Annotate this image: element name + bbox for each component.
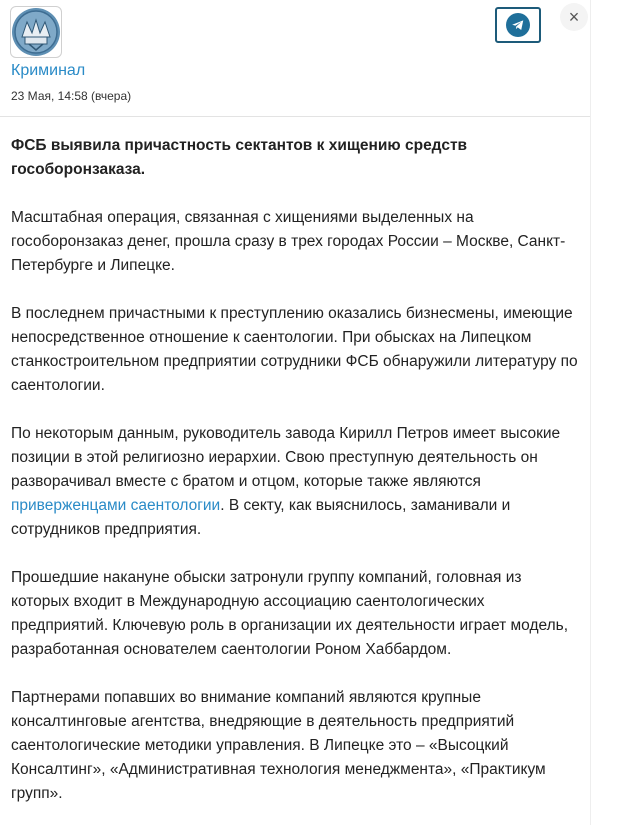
category-link[interactable]: Криминал [11, 62, 86, 79]
close-icon: × [568, 7, 580, 27]
article-paragraph-5: Партнерами попавших во внимание компаний являются крупные консалтинговые агентства, внедряющие в деятельность предприятий саентологические методики управления. В Липецке это – «Высоцкий Консалтинг», «Административная технология менеджмента», «Практикум групп». [11, 689, 546, 802]
paragraph-3-text-end: . В секту, как выяснилось, заманивали и сотрудников предприятия. [11, 497, 511, 538]
close-button[interactable] [560, 3, 588, 31]
article-paragraph-2: В последнем причастными к преступлению оказались бизнесмены, имеющие непосредственное отношение к саентологии. При обысках на Липецком станкостроительном предприятии сотрудники ФСБ обнаружили литературу по саентологии. [11, 305, 578, 394]
channel-avatar[interactable] [10, 6, 62, 58]
news-header [0, 0, 590, 117]
telegram-icon [506, 13, 530, 37]
article-paragraph-4: Прошедшие накануне обыски затронули группу компаний, головная из которых входит в Международную ассоциацию саентологических предприятий. Ключевую роль в организации их деятельности играет модель, разработанная основателем саентологии Роном Хаббардом. [11, 569, 569, 658]
scientology-link[interactable]: приверженцами саентологии [11, 497, 221, 514]
article-body [11, 134, 583, 830]
post-timestamp: 23 Мая, 14:58 (вчера) [11, 89, 132, 103]
article-paragraph-3 [11, 422, 583, 542]
article-headline: ФСБ выявила причастность сектантов к хищению средств гособоронзаказа. [11, 137, 468, 178]
article-paragraph-1: Масштабная операция, связанная с хищениями выделенных на гособоронзаказ денег, прошла сразу в трех городах России – Москве, Санкт-Петербурге и Липецке. [11, 209, 566, 274]
emblem-icon [11, 7, 61, 57]
paragraph-3-text-start: По некоторым данным, руководитель завода Кирилл Петров имеет высокие позиции в этой религиозно иерархии. Свою преступную деятельность он разворачивал вместе с братом и отцом, которые также являются [11, 425, 561, 490]
telegram-share-button[interactable] [495, 7, 541, 43]
